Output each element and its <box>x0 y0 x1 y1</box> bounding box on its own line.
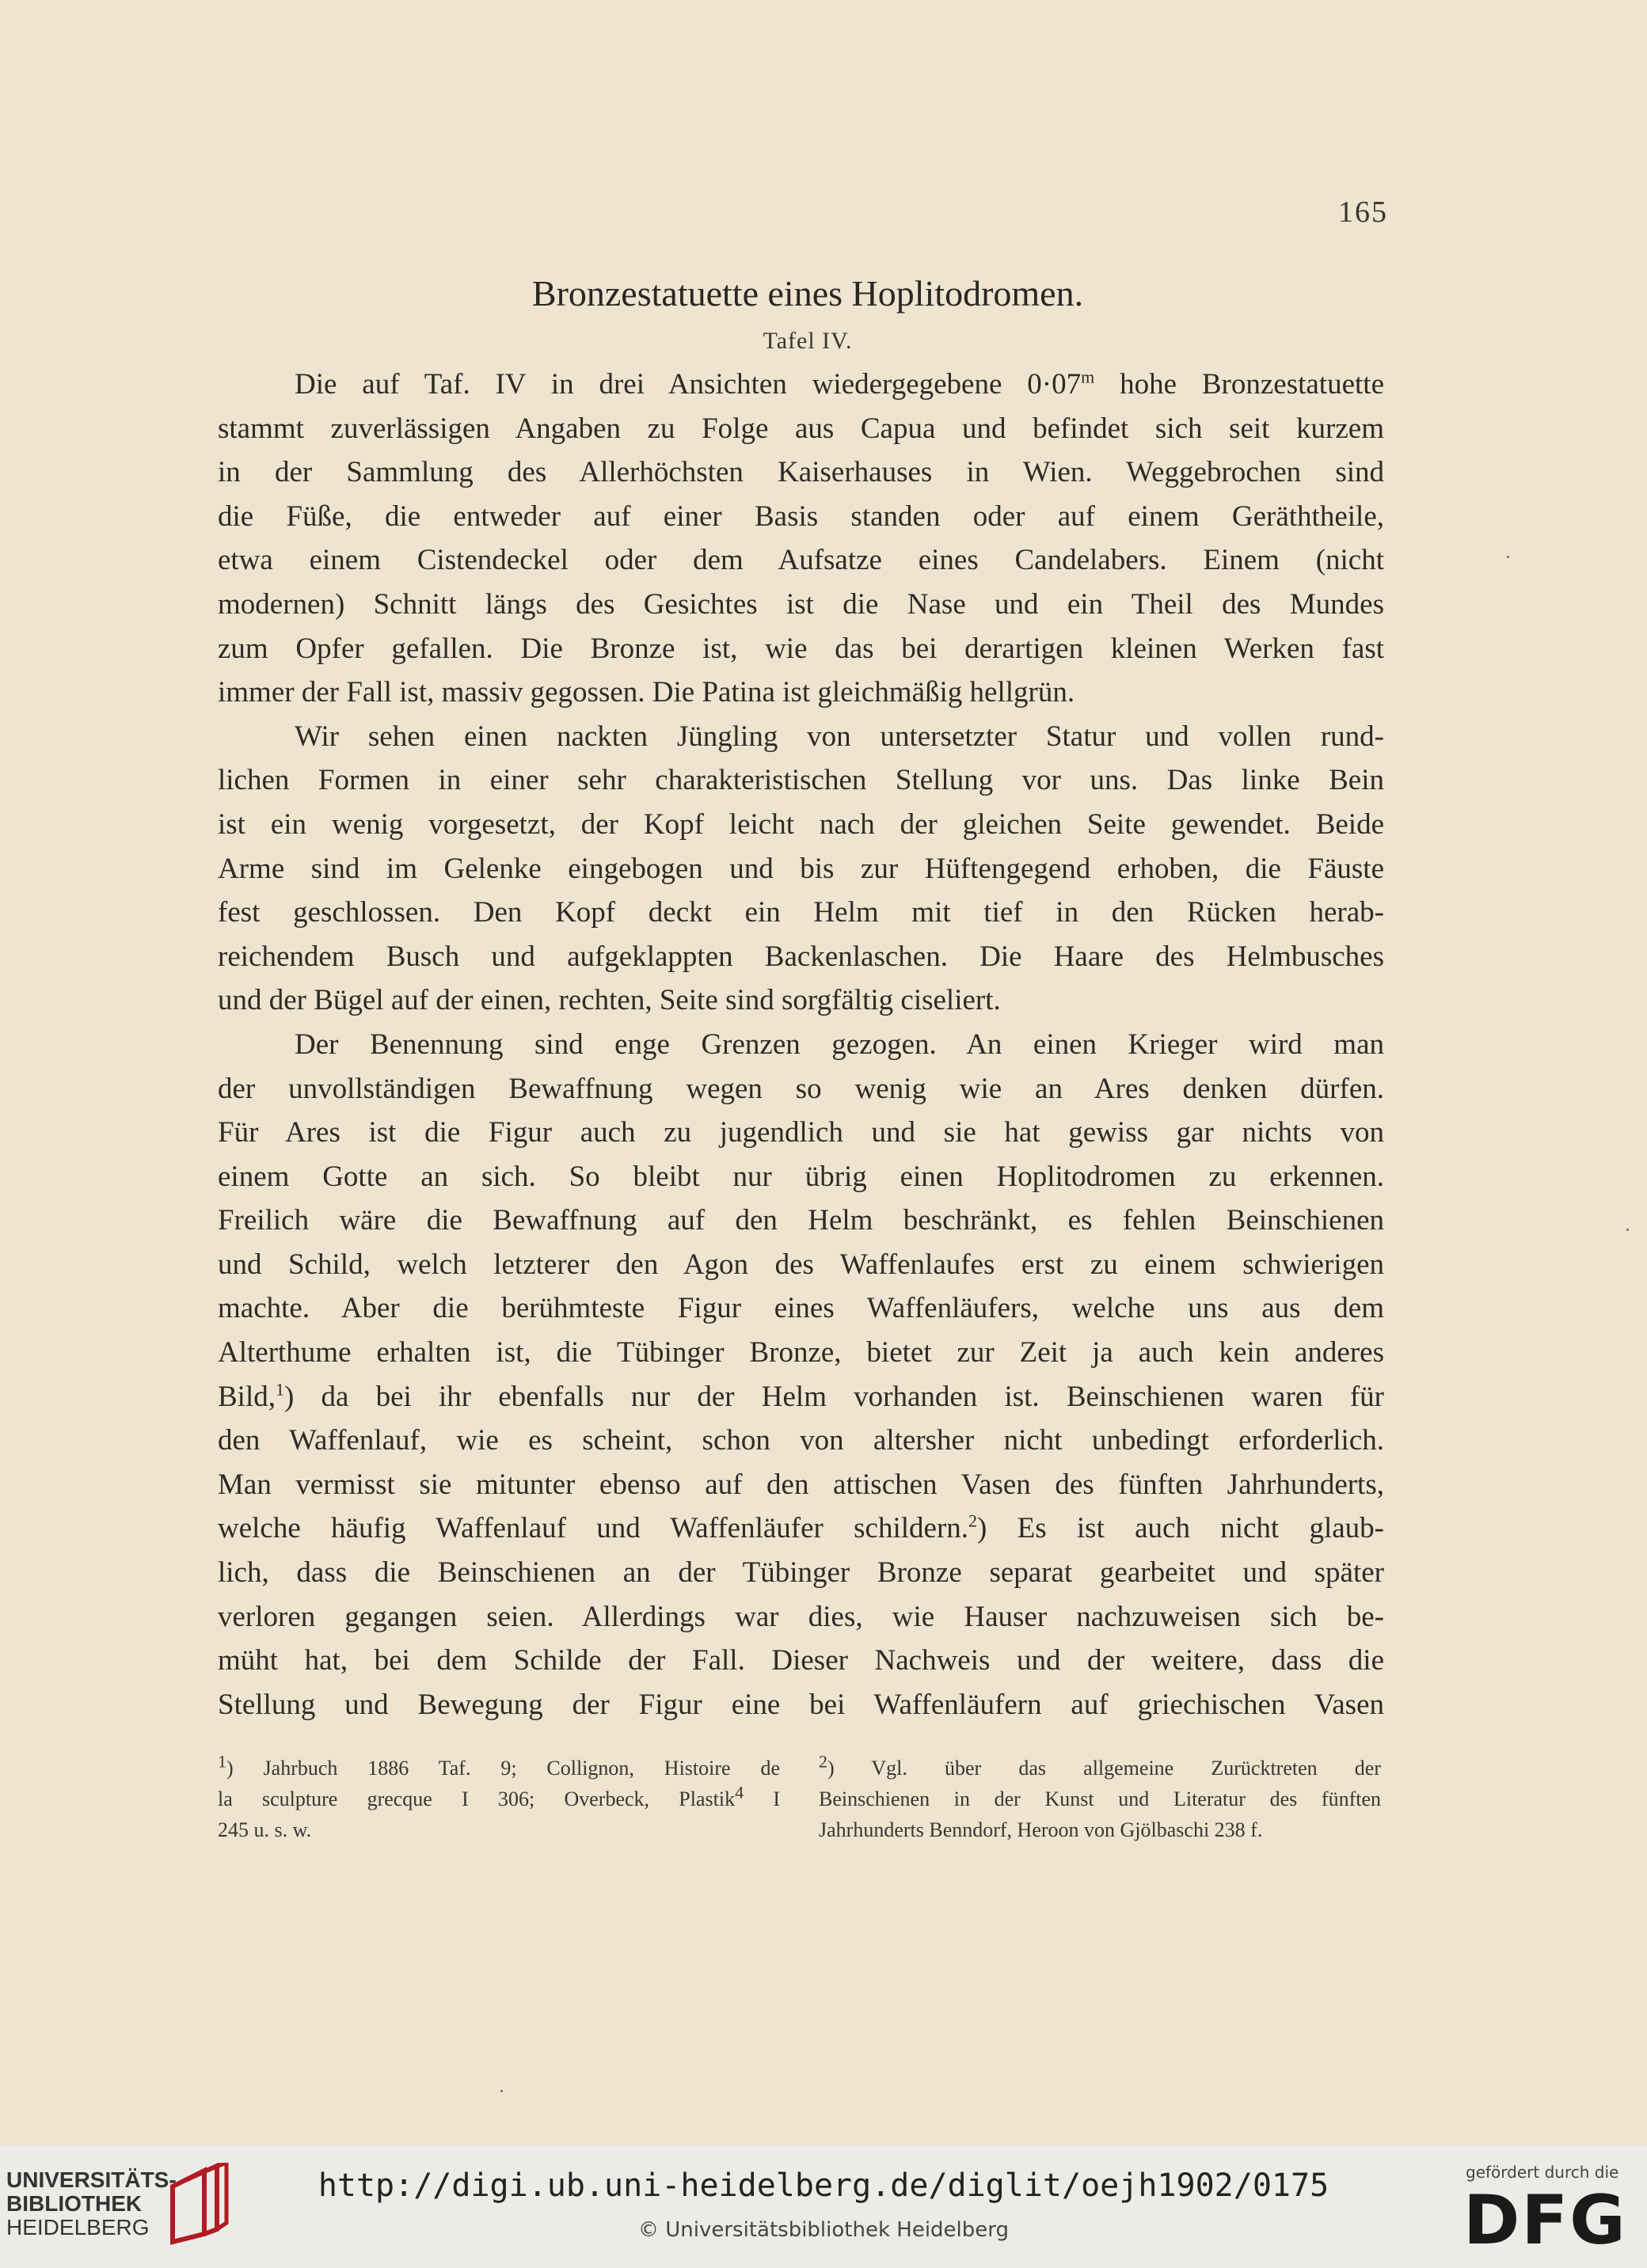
paper-speck <box>1507 556 1509 558</box>
text-line: lich, dass die Beinschienen an der Tübinger Bronze separat gearbeitet und später <box>218 1556 1384 1590</box>
footnote-2: $^2$) Vgl. über das allgemeine Zurücktreten der Beinschienen in der Kunst und Literatur des fünften Jahrhunderts Benndorf, Heroon von Gjölbaschi 238 f. <box>819 1751 1381 1841</box>
text-line: welche häufig Waffenlauf und Waffenläufer schildern.$^2$) Es ist auch nicht glaub- <box>218 1511 1385 1545</box>
text-line: in der Sammlung des Allerhöchsten Kaiserhauses in Wien. Weggebrochen sind <box>218 456 1384 489</box>
text-line: Stellung und Bewegung der Figur eine bei Waffenläufern auf griechischen Vasen <box>218 1688 1384 1721</box>
text-line: Wir sehen einen nackten Jüngling von untersetzter Statur und vollen rund- <box>295 720 1384 753</box>
text-line: stammt zuverlässigen Angaben zu Folge aus Capua und befindet sich seit kurzem <box>218 412 1384 445</box>
text-line: Man vermisst sie mitunter ebenso auf den attischen Vasen des fünften Jahrhunderts, <box>218 1468 1384 1501</box>
copyright-notice: © Universitätsbibliothek Heidelberg <box>637 2218 1009 2242</box>
text-line: den Waffenlauf, wie es scheint, schon von altersher nicht unbedingt erforderlich. <box>218 1424 1384 1457</box>
library-logo-text: UNIVERSITÄTS- BIBLIOTHEK HEIDELBERG <box>6 2167 177 2240</box>
paper-speck <box>1626 1229 1629 1231</box>
text-line: Der Benennung sind enge Grenzen gezogen. An einen Krieger wird man <box>295 1028 1384 1061</box>
article-body <box>218 363 1384 1727</box>
text-line: und Schild, welch letzterer den Agon des Waffenlaufes erst zu einem schwierigen <box>218 1248 1384 1281</box>
footnote-ref: 2 <box>968 1511 978 1532</box>
paper-speck <box>500 2090 503 2092</box>
text-line: Bild,$^1$) da bei ihr ebenfalls nur der Helm vorhanden ist. Beinschienen waren für <box>218 1379 1385 1413</box>
text-line: einem Gotte an sich. So bleibt nur übrig einen Hoplitodromen zu erkennen. <box>218 1160 1384 1193</box>
text-line: modernen) Schnitt längs des Gesichtes ist die Nase und ein Theil des Mundes <box>218 587 1384 621</box>
text-line: reichendem Busch und aufgeklappten Backenlaschen. Die Haare des Helmbusches <box>218 940 1384 973</box>
footer-bar <box>0 2145 1647 2268</box>
funding-note: gefördert durch die <box>1466 2163 1619 2182</box>
text-line: die Füße, die entweder auf einer Basis standen oder auf einem Geräththeile, <box>218 500 1384 533</box>
page-number: 165 <box>1338 196 1388 229</box>
footnote-1: $^1$) Jahrbuch 1886 Taf. 9; Collignon, Histoire de la sculpture grecque I 306; Overbeck, Plastik$^4$ I 245 u. s. w. <box>218 1751 780 1841</box>
dfg-logo: DFG <box>1463 2181 1627 2260</box>
footnote-ref: 1 <box>276 1379 284 1400</box>
text-line: Die auf Taf. IV in drei Ansichten wiedergegebene $0\cdot 07^m$ hohe Bronzestatuette <box>295 367 1384 401</box>
text-line: immer der Fall ist, massiv gegossen. Die Patina ist gleichmäßig hellgrün. <box>218 676 1075 709</box>
text-line: müht hat, bei dem Schilde der Fall. Dieser Nachweis und der weitere, dass die <box>218 1644 1384 1677</box>
permalink-url[interactable]: http://digi.ub.uni-heidelberg.de/diglit/oejh1902/0175 <box>318 2167 1329 2204</box>
text-line: fest geschlossen. Den Kopf deckt ein Helm mit tief in den Rücken herab- <box>218 896 1384 929</box>
text-line: Arme sind im Gelenke eingebogen und bis zur Hüftengegend erhoben, die Fäuste <box>218 852 1384 885</box>
text-line: Freilich wäre die Bewaffnung auf den Helm beschränkt, es fehlen Beinschienen <box>218 1204 1384 1237</box>
text-line: Für Ares ist die Figur auch zu jugendlich und sie hat gewiss gar nichts von <box>218 1116 1384 1149</box>
text-line: machte. Aber die berühmteste Figur eines Waffenläufers, welche uns aus dem <box>218 1292 1384 1325</box>
text-line: verloren gegangen seien. Allerdings war dies, wie Hauser nachzuweisen sich be- <box>218 1600 1384 1633</box>
text-line: lichen Formen in einer sehr charakteristischen Stellung vor uns. Das linke Bein <box>218 764 1384 797</box>
plate-reference: Tafel IV. <box>763 328 853 354</box>
text-line: Alterthume erhalten ist, die Tübinger Bronze, bietet zur Zeit ja auch kein anderes <box>218 1336 1384 1370</box>
text-line: und der Bügel auf der einen, rechten, Seite sind sorgfältig ciseliert. <box>218 984 1001 1017</box>
page-title: Bronzestatuette eines Hoplitodromen. <box>531 273 1084 313</box>
text-line: der unvollständigen Bewaffnung wegen so wenig wie an Ares denken dürfen. <box>218 1072 1384 1105</box>
text-line: etwa einem Cistendeckel oder dem Aufsatze eines Candelabers. Einem (nicht <box>218 544 1384 577</box>
text-line: zum Opfer gefallen. Die Bronze ist, wie das bei derartigen kleinen Werken fast <box>218 632 1384 665</box>
text-line: ist ein wenig vorgesetzt, der Kopf leicht nach der gleichen Seite gewendet. Beide <box>218 807 1384 841</box>
